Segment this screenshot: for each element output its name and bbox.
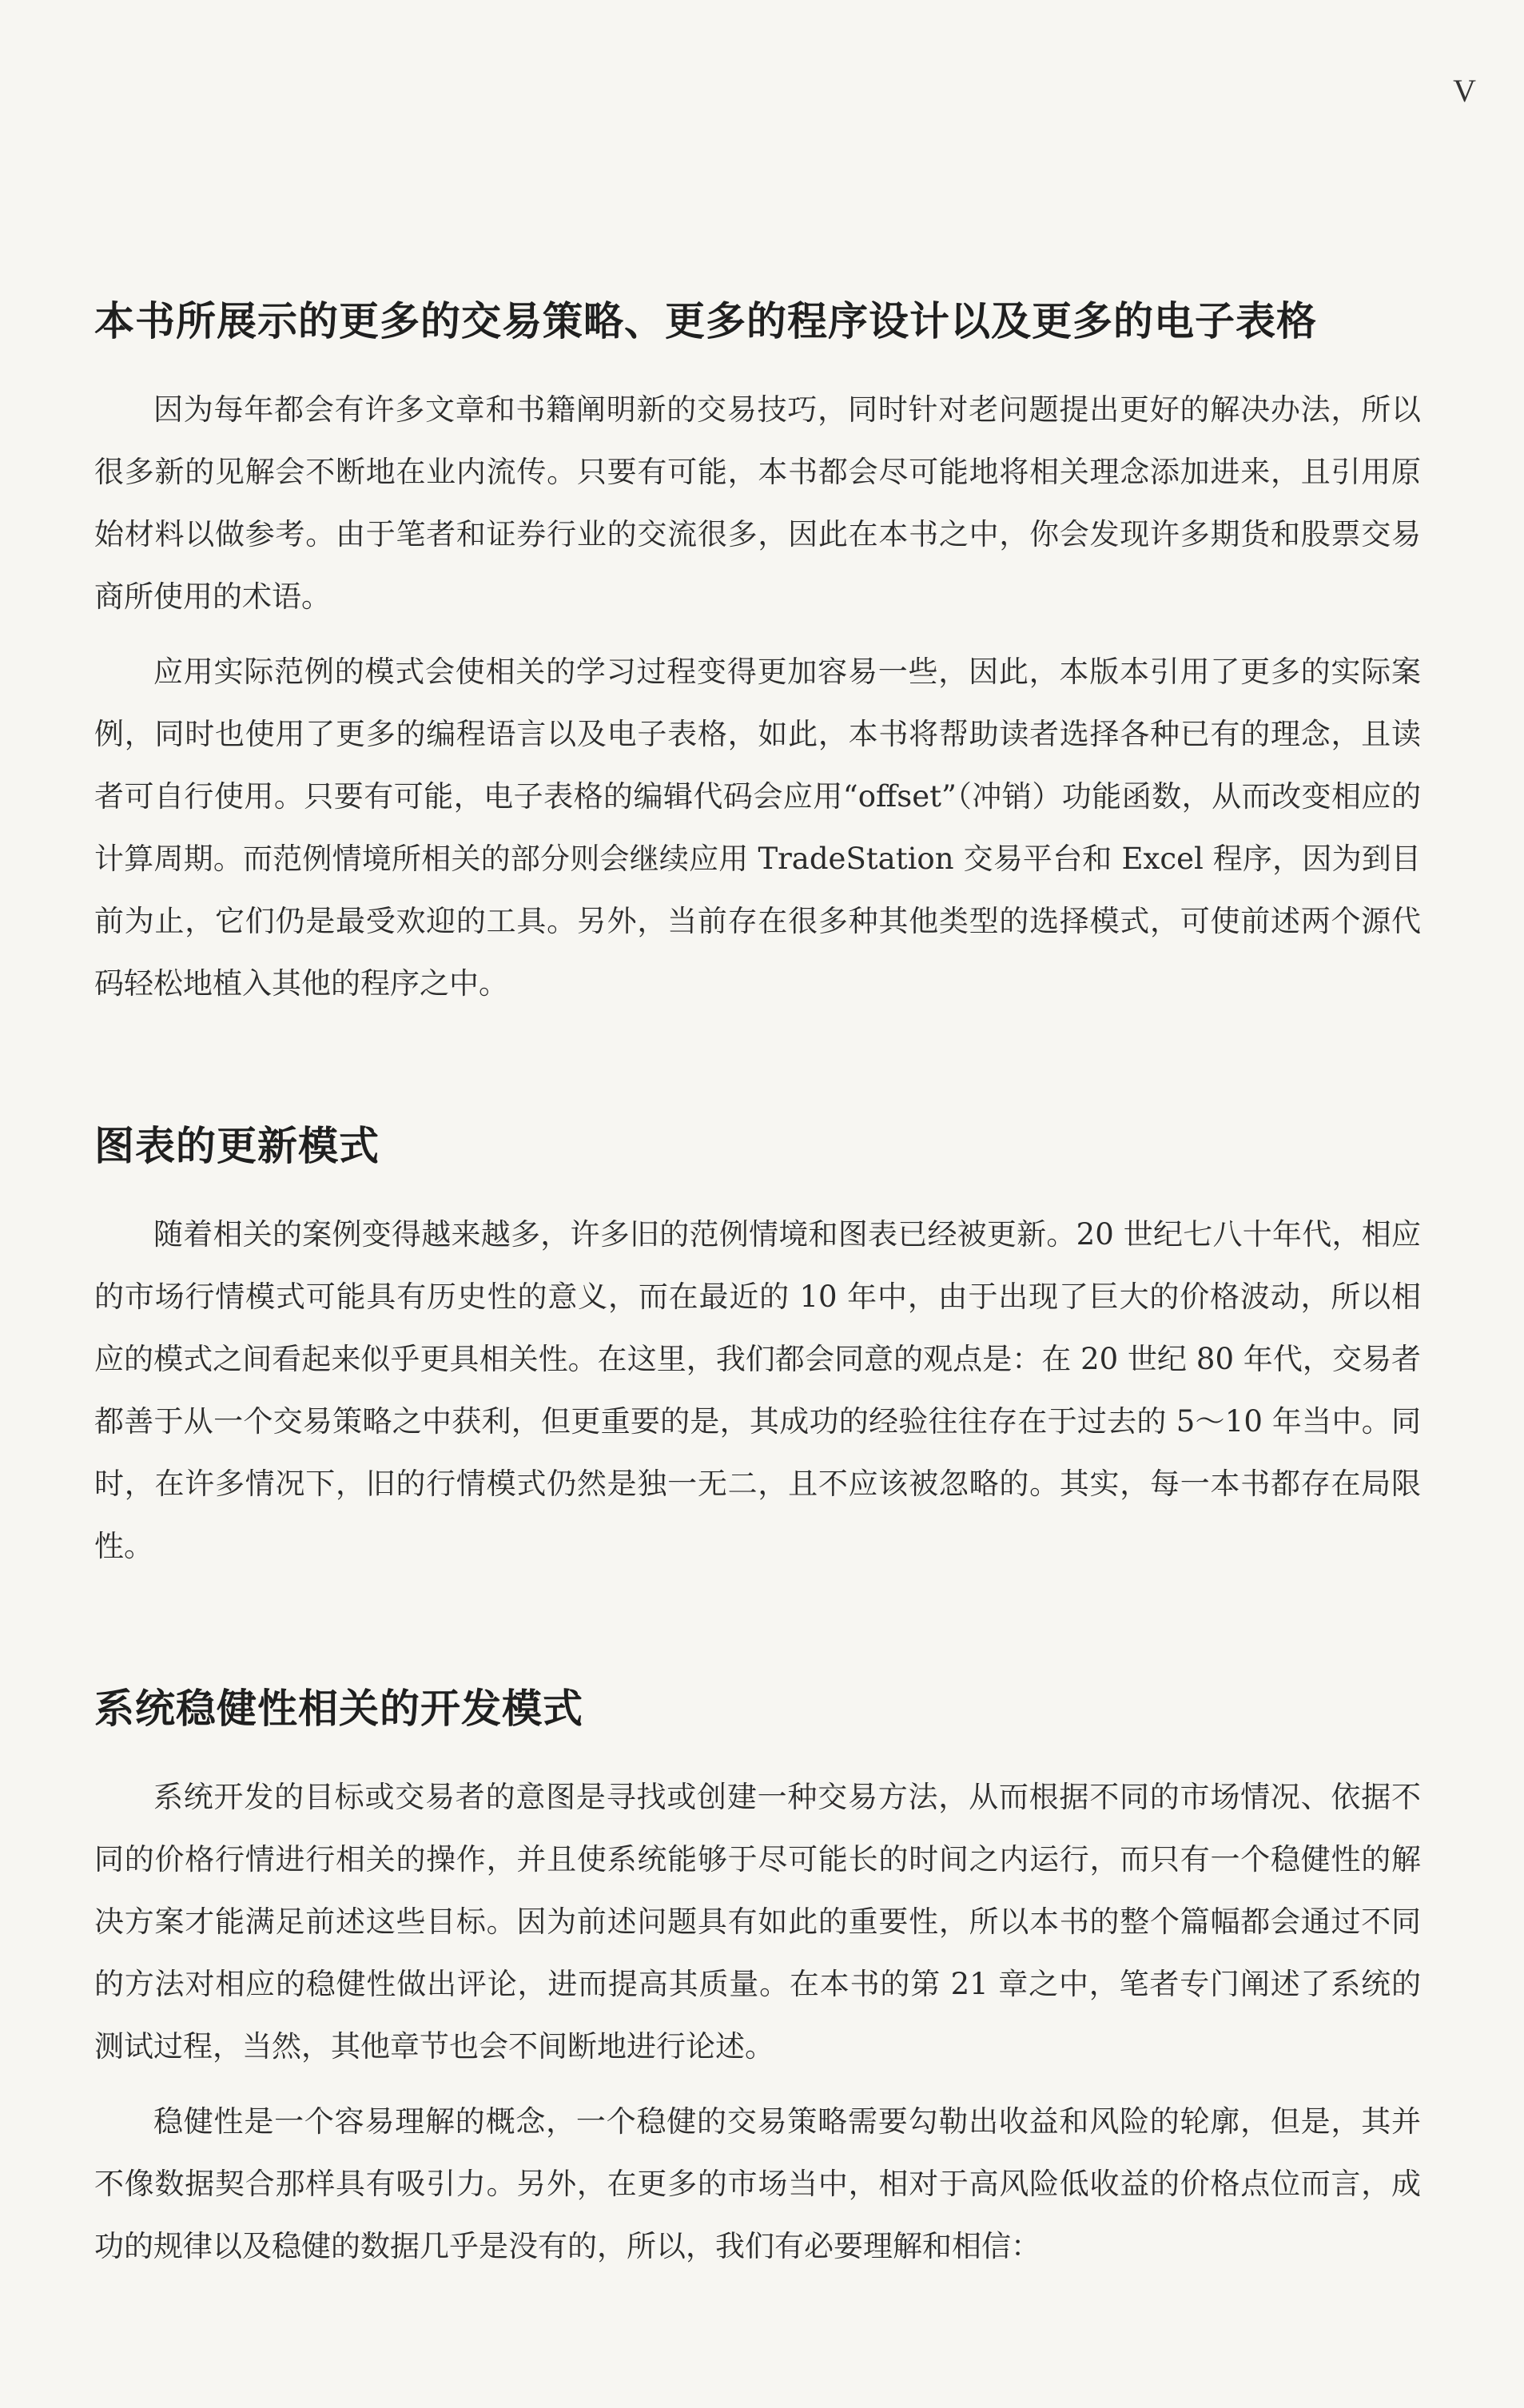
- paragraph: 因为每年都会有许多文章和书籍阐明新的交易技巧，同时针对老问题提出更好的解决办法，所以很多新的见解会不断地在业内流传。只要有可能，本书都会尽可能地将相关理念添加进来，且引用原始材料以做参考。由于笔者和证券行业的交流很多，因此在本书之中，你会发现许多期货和股票交易商所使用的术语。: [94, 392, 1421, 614]
- paragraph: 随着相关的案例变得越来越多，许多旧的范例情境和图表已经被更新。20 世纪七八十年代，相应的市场行情模式可能具有历史性的意义，而在最近的 10 年中，由于出现了巨大的价格波动，所以相应的模式之间看起来似乎更具相关性。在这里，我们都会同意的观点是：在 20 世纪 80 年代，交易者都善于从一个交易策略之中获利，但更重要的是，其成功的经验往往存在于过去的 5～10 年当中。同时，在许多情况下，旧的行情模式仍然是独一无二，且不应该被忽略的。其实，每一本书都存在局限性。: [94, 1217, 1421, 1563]
- section-heading: 系统稳健性相关的开发模式: [94, 1686, 583, 1732]
- page-content: [94, 296, 1421, 2291]
- section-robustness: [94, 1683, 1421, 2278]
- section-chart-updates: [94, 1120, 1421, 1578]
- section-more-strategies: [94, 296, 1421, 1015]
- page-number: V: [1453, 73, 1476, 109]
- section-heading: 本书所展示的更多的交易策略、更多的程序设计以及更多的电子表格: [94, 298, 1317, 344]
- section-heading: 图表的更新模式: [94, 1123, 380, 1169]
- paragraph: 稳健性是一个容易理解的概念，一个稳健的交易策略需要勾勒出收益和风险的轮廓，但是，其并不像数据契合那样具有吸引力。另外，在更多的市场当中，相对于高风险低收益的价格点位而言，成功的规律以及稳健的数据几乎是没有的，所以，我们有必要理解和相信：: [94, 2104, 1421, 2263]
- paragraph: 系统开发的目标或交易者的意图是寻找或创建一种交易方法，从而根据不同的市场情况、依据不同的价格行情进行相关的操作，并且使系统能够于尽可能长的时间之内运行，而只有一个稳健性的解决方案才能满足前述这些目标。因为前述问题具有如此的重要性，所以本书的整个篇幅都会通过不同的方法对相应的稳健性做出评论，进而提高其质量。在本书的第 21 章之中，笔者专门阐述了系统的测试过程，当然，其他章节也会不间断地进行论述。: [94, 1780, 1421, 2064]
- paragraph: 应用实际范例的模式会使相关的学习过程变得更加容易一些，因此，本版本引用了更多的实际案例，同时也使用了更多的编程语言以及电子表格，如此，本书将帮助读者选择各种已有的理念，且读者可自行使用。只要有可能，电子表格的编辑代码会应用“offset”（冲销）功能函数，从而改变相应的计算周期。而范例情境所相关的部分则会继续应用 TradeStation 交易平台和 Excel 程序，因为到目前为止，它们仍是最受欢迎的工具。另外，当前存在很多种其他类型的选择模式，可使前述两个源代码轻松地植入其他的程序之中。: [94, 655, 1421, 1001]
